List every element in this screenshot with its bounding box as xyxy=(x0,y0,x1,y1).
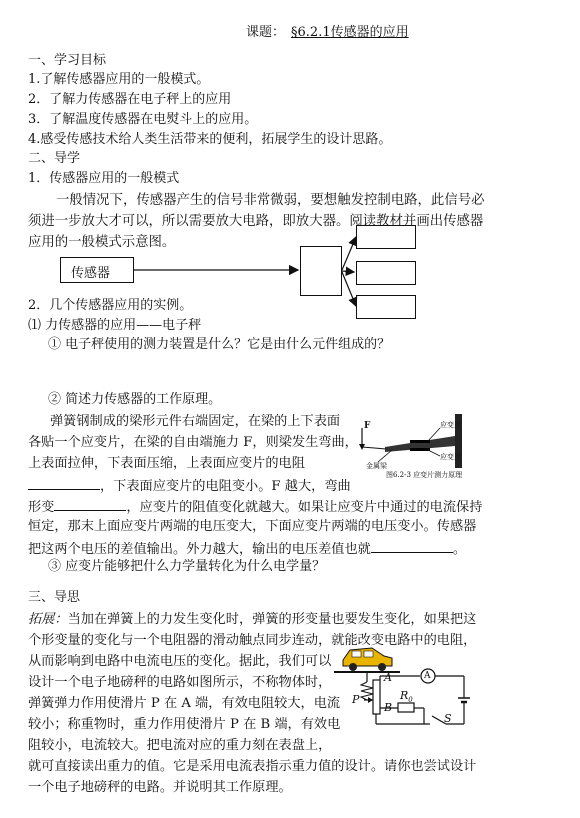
paragraph-line: 个形变量的变化与一个电阻器的滑动触点同步连动，就能改变电路中的电阻， xyxy=(28,633,477,648)
paragraph-line: 一个电子地磅秤的电路。并说明其工作原理。 xyxy=(28,780,292,795)
objective-item: 3．了解温度传感器在电熨斗上的应用。 xyxy=(28,112,258,127)
paragraph-line: 弹簧弹力作用使滑片 P 在 A 端，有效电阻较大，电流 xyxy=(28,696,341,711)
label-r0: $R_0$ xyxy=(400,689,413,705)
gauge-label-bottom: 应变片 xyxy=(440,453,461,461)
paragraph-line-with-blank: 形变 ，应变片的阻值变化就越大。如果让应变片中通过的电流保持 xyxy=(28,500,483,515)
paragraph-line: 阻较小，电流较大。把电流对应的重力刻在表盘上， xyxy=(28,738,332,753)
paragraph-line-with-blank: ，下表面应变片的电阻变小。F 越大，弯曲 xyxy=(28,477,351,494)
paragraph-line: 从而影响到电路中电流电压的变化。据此，我们可以 xyxy=(28,654,332,669)
paragraph-line: 恒定，那末上面应变片两端的电压变大，下面应变片两端的电压变小。传感器 xyxy=(28,519,477,534)
section3-heading: 三、导思 xyxy=(28,590,81,605)
paragraph-line-with-blank: 把这两个电压的差值输出。外力越大，输出的电压差值也就 。 xyxy=(28,542,467,557)
label-p: P xyxy=(352,693,360,706)
gauge-label-top: 应变片 xyxy=(440,421,461,429)
paragraph-line: 各贴一个应变片，在梁的自由端施力 F，则梁发生弯曲， xyxy=(28,435,358,450)
paragraph-line: 就可直接读出重力的值。它是采用电流表指示重力值的设计。请你也尝试设计 xyxy=(28,759,477,774)
car-icon xyxy=(343,648,392,671)
paragraph-line: 弹簧钢制成的梁形元件右端固定，在梁的上下表面 xyxy=(50,414,341,429)
paragraph-line: 拓展：当加在弹簧上的力发生变化时，弹簧的形变量也要发生变化，如果把这 xyxy=(28,612,477,627)
rheostat xyxy=(373,680,380,714)
label-b: B xyxy=(384,701,393,714)
objective-item: 2．了解力传感器在电子秤上的应用 xyxy=(28,92,232,107)
sensor-box-label: 传感器 xyxy=(71,266,111,281)
paragraph-line: 较小；称重物时，重力作用使滑片 P 在 B 端，有效电 xyxy=(28,717,341,732)
question-3: ③ 应变片能够把什么力学量转化为什么电学量？ xyxy=(48,559,326,574)
label-a: A xyxy=(384,671,392,684)
objective-item: 4.感受传感技术给人类生活带来的便利，拓展学生的设计思路。 xyxy=(28,132,392,147)
force-label: F xyxy=(364,421,371,431)
paragraph-line: 应用的一般模式示意图。 xyxy=(28,235,176,250)
label-s: S xyxy=(444,712,452,725)
subheading-force-sensor: ⑴ 力传感器的应用——电子秤 xyxy=(28,318,202,333)
title-main: §6.2.1传感器的应用 xyxy=(291,25,409,40)
section1-heading: 一、学习目标 xyxy=(28,53,107,68)
paragraph-line: 一般情况下，传感器产生的信号非常微弱，要想触发控制电路，此信号必 xyxy=(56,193,485,208)
question-2: ② 简述力传感器的工作原理。 xyxy=(48,392,222,407)
paragraph-line: 上表面拉伸，下表面压缩，上表面应变片的电阻 xyxy=(28,456,305,471)
paragraph-line: 须进一步放大才可以，所以需要放大电路，即放大器。阅读教材并画出传感器 xyxy=(28,214,484,229)
subheading-examples: 2．几个传感器应用的实例。 xyxy=(28,298,193,313)
resistor-r0 xyxy=(398,703,414,712)
question-1: ① 电子秤使用的测力装置是什么？它是由什么元件组成的？ xyxy=(48,337,391,352)
section2-heading: 二、导学 xyxy=(28,151,81,166)
beam-label: 金属梁 xyxy=(366,462,387,470)
paragraph-line: 设计一个电子地磅秤的电路如图所示，不称物体时， xyxy=(28,675,332,690)
title-prefix: 课题： xyxy=(246,25,286,40)
objective-item: 1.了解传感器应用的一般模式。 xyxy=(28,72,210,87)
figure-caption: 图6.2-3 应变片测力原理 xyxy=(386,471,463,479)
extension-label: 拓展： xyxy=(28,612,68,627)
ammeter-label: A xyxy=(424,671,431,681)
subheading-pattern: 1．传感器应用的一般模式 xyxy=(28,171,180,186)
